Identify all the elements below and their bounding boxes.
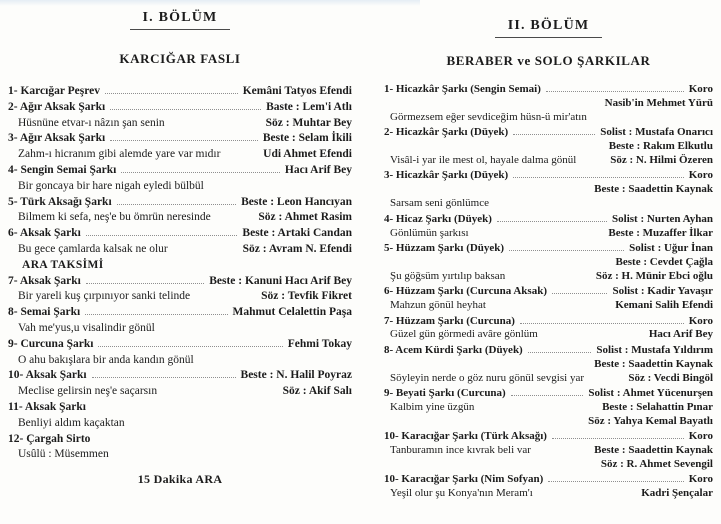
credit-text: Söz : Avram N. Efendi [242,242,352,255]
credit-text: Nasib'in Mehmet Yürü [604,96,713,109]
bolum-1-column [0,0,358,524]
lyric-text: Usûlü : Müsemmen [18,448,109,461]
credit-text: Beste : Selam İkili [262,132,352,145]
song-number-and-title: 4- Sengin Semai Şarkı [8,163,117,176]
song-number-and-title: 10- Aksak Şarkı [8,369,87,382]
lyric-text: Tanburamın ince kıvrak beli var [390,444,531,457]
credit-line [384,97,713,111]
dotted-leader [117,204,237,205]
lyric-text: Zahm-ı hicranım gibi alemde yare var mıdır [18,148,221,161]
credit-line [384,358,713,372]
dotted-leader [497,221,607,222]
credit-text: Beste : Muzaffer İlkar [608,226,713,239]
note-text: ARA TAKSİMİ [22,258,104,271]
lyric-line [8,447,352,463]
lyric-text: Vah me'yus,u visalindir gönül [18,321,155,334]
bolum-1-header [8,8,352,30]
song-number-and-title: 6- Hüzzam Şarkı (Curcuna Aksak) [384,285,547,298]
lyric-text: Bu gece çamlarda kalsak ne olur [18,242,168,255]
lyric-text: Mahzun gönül heyhat [390,299,486,312]
dotted-leader [509,250,624,251]
dotted-leader [546,91,684,92]
dotted-leader [105,93,238,94]
lyric-text: Benliyi aldım kaçaktan [18,416,125,429]
song-entry-line [8,400,352,416]
dotted-leader [552,293,607,294]
song-number-and-title: 3- Ağır Aksak Şarkı [8,132,106,145]
credit-text: Söz : N. Hilmi Özeren [610,154,713,167]
lyric-line [8,210,352,226]
credit-text: Hacı Arif Bey [284,163,352,176]
dotted-leader [548,481,683,482]
song-entry-line [8,305,352,321]
credit-text: Kadri Şençalar [641,487,713,500]
lyric-line [8,147,352,163]
bolum-1-title: I. BÖLÜM [130,10,231,30]
dotted-leader [513,177,684,178]
credit-line [384,183,713,197]
dotted-leader [552,438,684,439]
bolum-2-title: II. BÖLÜM [495,18,603,38]
lyric-line [384,270,713,284]
dotted-leader [98,346,282,347]
credit-text: Mahmut Celalettin Paşa [232,306,352,319]
lyric-text: Meclise gelirsin neş'e saçarsın [18,385,158,398]
song-entry-line [384,126,713,140]
song-number-and-title: 7- Aksak Şarkı [8,274,81,287]
bolum-1-subtitle: KARCIĞAR FASLI [119,51,241,66]
song-number-and-title: 12- Çargah Sirto [8,432,91,445]
lyric-text: Şu göğsüm yırtılıp baksan [390,269,506,282]
song-number-and-title: 5- Türk Aksağı Şarkı [8,195,112,208]
song-entry-line [384,315,713,329]
song-entry-line [384,430,713,444]
credit-text: Beste : Cevdet Çağla [615,255,713,268]
song-entry-line [384,242,713,256]
credit-text: Beste : Saadettin Kaynak [594,183,713,196]
song-entry-line [384,344,713,358]
lyric-text: Güzel gün görmedi avâre gönlüm [390,328,538,341]
credit-text: Fehmi Tokay [287,337,352,350]
dotted-leader [110,109,261,110]
dotted-leader [511,395,584,396]
song-entry-line [384,285,713,299]
credit-text: Solist : Ahmet Yücenurşen [588,387,713,400]
lyric-line [384,401,713,415]
dotted-leader [86,283,204,284]
credit-text: Solist : Mustafa Onarıcı [600,126,713,139]
credit-text: Koro [688,430,713,443]
song-number-and-title: 8- Acem Kürdi Şarkı (Düyek) [384,343,523,356]
song-entry-line [8,84,352,100]
credit-text: Söz : H. Münir Ebci oğlu [595,269,713,282]
lyric-line [8,242,352,258]
credit-line [384,140,713,154]
credit-text: Söz : Tevfik Fikret [261,290,352,303]
song-number-and-title: 6- Aksak Şarkı [8,227,81,240]
dotted-leader [513,134,595,135]
credit-line [384,415,713,429]
credit-text: Koro [688,169,713,182]
lyric-line [384,227,713,241]
lyric-text: Bir goncaya bir hare nigah eyledi bülbül [18,179,204,192]
lyric-line [8,384,352,400]
dotted-leader [92,377,236,378]
song-entry-line [384,169,713,183]
song-number-and-title: 2- Ağır Aksak Şarkı [8,100,106,113]
credit-text: Beste : Leon Hancıyan [241,195,352,208]
ara-taksimi-note [8,258,352,274]
song-entry-line [384,387,713,401]
credit-text: Solist : Mustafa Yıldırım [596,343,713,356]
lyric-text: O ahu bakışlara bir anda kandın gönül [18,353,194,366]
credit-text: Hacı Arif Bey [648,328,713,341]
lyric-text: Visâl-i yar ile mest ol, hayale dalma gönül [390,154,577,167]
intermission-note: 15 Dakika ARA [137,472,223,487]
credit-text: Söz : Muhtar Bey [265,116,352,129]
lyric-line [384,111,713,125]
song-number-and-title: 9- Curcuna Şarkı [8,337,94,350]
song-entry-line [8,163,352,179]
song-entry-line [8,100,352,116]
lyric-line [384,487,713,501]
credit-text: Beste : Rakım Elkutlu [608,140,713,153]
song-number-and-title: 4- Hicaz Şarkı (Düyek) [384,212,492,225]
song-entry-line [8,368,352,384]
credit-text: Solist : Nurten Ayhan [612,212,713,225]
credit-line [384,256,713,270]
song-number-and-title: 10- Karacığar Şarkı (Türk Aksağı) [384,430,547,443]
song-number-and-title: 9- Beyati Şarkı (Curcuna) [384,387,506,400]
song-number-and-title: 5- Hüzzam Şarkı (Düyek) [384,241,505,254]
credit-text: Söz : Vecdi Bingöl [628,371,713,384]
credit-text: Beste : Saadettin Kaynak [594,444,713,457]
lyric-line [384,372,713,386]
credit-text: Beste : Selahattin Pınar [602,400,713,413]
dotted-leader [121,172,280,173]
lyric-line [384,328,713,342]
credit-text: Söz : Ahmet Rasim [258,211,352,224]
credit-text: Koro [688,314,713,327]
song-number-and-title: 7- Hüzzam Şarkı (Curcuna) [384,314,515,327]
song-entry-line [8,432,352,448]
lyric-text: Söyleyin nerde o göz nuru gönül sevgisi yar [390,371,584,384]
song-entry-line [8,337,352,353]
song-number-and-title: 8- Semai Şarkı [8,306,81,319]
dotted-leader [528,352,592,353]
credit-text: Kemani Salih Efendi [615,299,713,312]
song-number-and-title: 1- Karcığar Peşrev [8,85,100,97]
lyric-text: Yeşil olur şu Konya'nın Meram'ı [390,487,533,500]
lyric-line [8,179,352,195]
song-entry-line [8,274,352,290]
lyric-text: Gönlümün şarkısı [390,226,469,239]
dotted-leader [520,323,684,324]
lyric-line [384,444,713,458]
song-number-and-title: 3- Hicazkâr Şarkı (Düyek) [384,169,509,182]
credit-text: Beste : Saadettin Kaynak [594,357,713,370]
song-entry-line [8,131,352,147]
lyric-text: Görmezsem eğer sevdiceğim hüsn-ü mir'atın [390,110,587,123]
credit-text: Koro [688,83,713,95]
credit-text: Beste : N. Halil Poyraz [240,369,352,382]
bolum-2-column [358,0,721,524]
song-entry-line [384,83,713,97]
credit-text: Beste : Artaki Candan [242,227,352,240]
credit-text: Kemâni Tatyos Efendi [242,85,352,97]
bolum-2-subtitle: BERABER ve SOLO ŞARKILAR [446,53,651,68]
song-entry-line [8,226,352,242]
lyric-text: Bilmem ki sefa, neş'e bu ömrün neresinde [18,211,211,224]
bolum-2-program-list [384,83,713,501]
bolum-1-program-list [8,84,352,463]
lyric-line [8,116,352,132]
credit-line [384,458,713,472]
credit-text: Baste : Lem'i Atlı [266,100,352,113]
song-number-and-title: 10- Karacığar Şarkı (Nim Sofyan) [384,473,544,486]
credit-text: Koro [688,473,713,486]
credit-text: Söz : Akif Salı [282,385,352,398]
song-number-and-title: 2- Hicazkâr Şarkı (Düyek) [384,126,509,139]
dotted-leader [86,235,238,236]
song-entry-line [384,213,713,227]
lyric-line [8,416,352,432]
lyric-line [8,353,352,369]
song-entry-line [384,473,713,487]
lyric-text: Hüsnüne etvar-ı nâzın şan senin [18,116,165,129]
credit-text: Söz : Yahya Kemal Bayatlı [588,414,713,427]
lyric-text: Kalbim yine üzgün [390,400,475,413]
song-number-and-title: 1- Hicazkâr Şarkı (Sengin Semai) [384,83,541,95]
credit-text: Solist : Kadir Yavaşır [612,285,713,298]
credit-text: Udi Ahmet Efendi [263,148,352,161]
lyric-text: Sarsam seni gönlümce [390,197,489,210]
bolum-2-header [384,16,713,38]
lyric-line [8,321,352,337]
lyric-line [384,299,713,313]
song-entry-line [8,195,352,211]
dotted-leader [85,314,227,315]
credit-text: Beste : Kanuni Hacı Arif Bey [209,274,352,287]
song-number-and-title: 11- Aksak Şarkı [8,400,86,413]
lyric-line [8,289,352,305]
credit-text: Söz : R. Ahmet Sevengil [600,458,713,471]
credit-text: Solist : Uğur İnan [629,241,713,254]
lyric-line [384,197,713,211]
dotted-leader [110,140,258,141]
lyric-line [384,154,713,168]
lyric-text: Bir yareli kuş çırpınıyor sanki telinde [18,290,191,303]
